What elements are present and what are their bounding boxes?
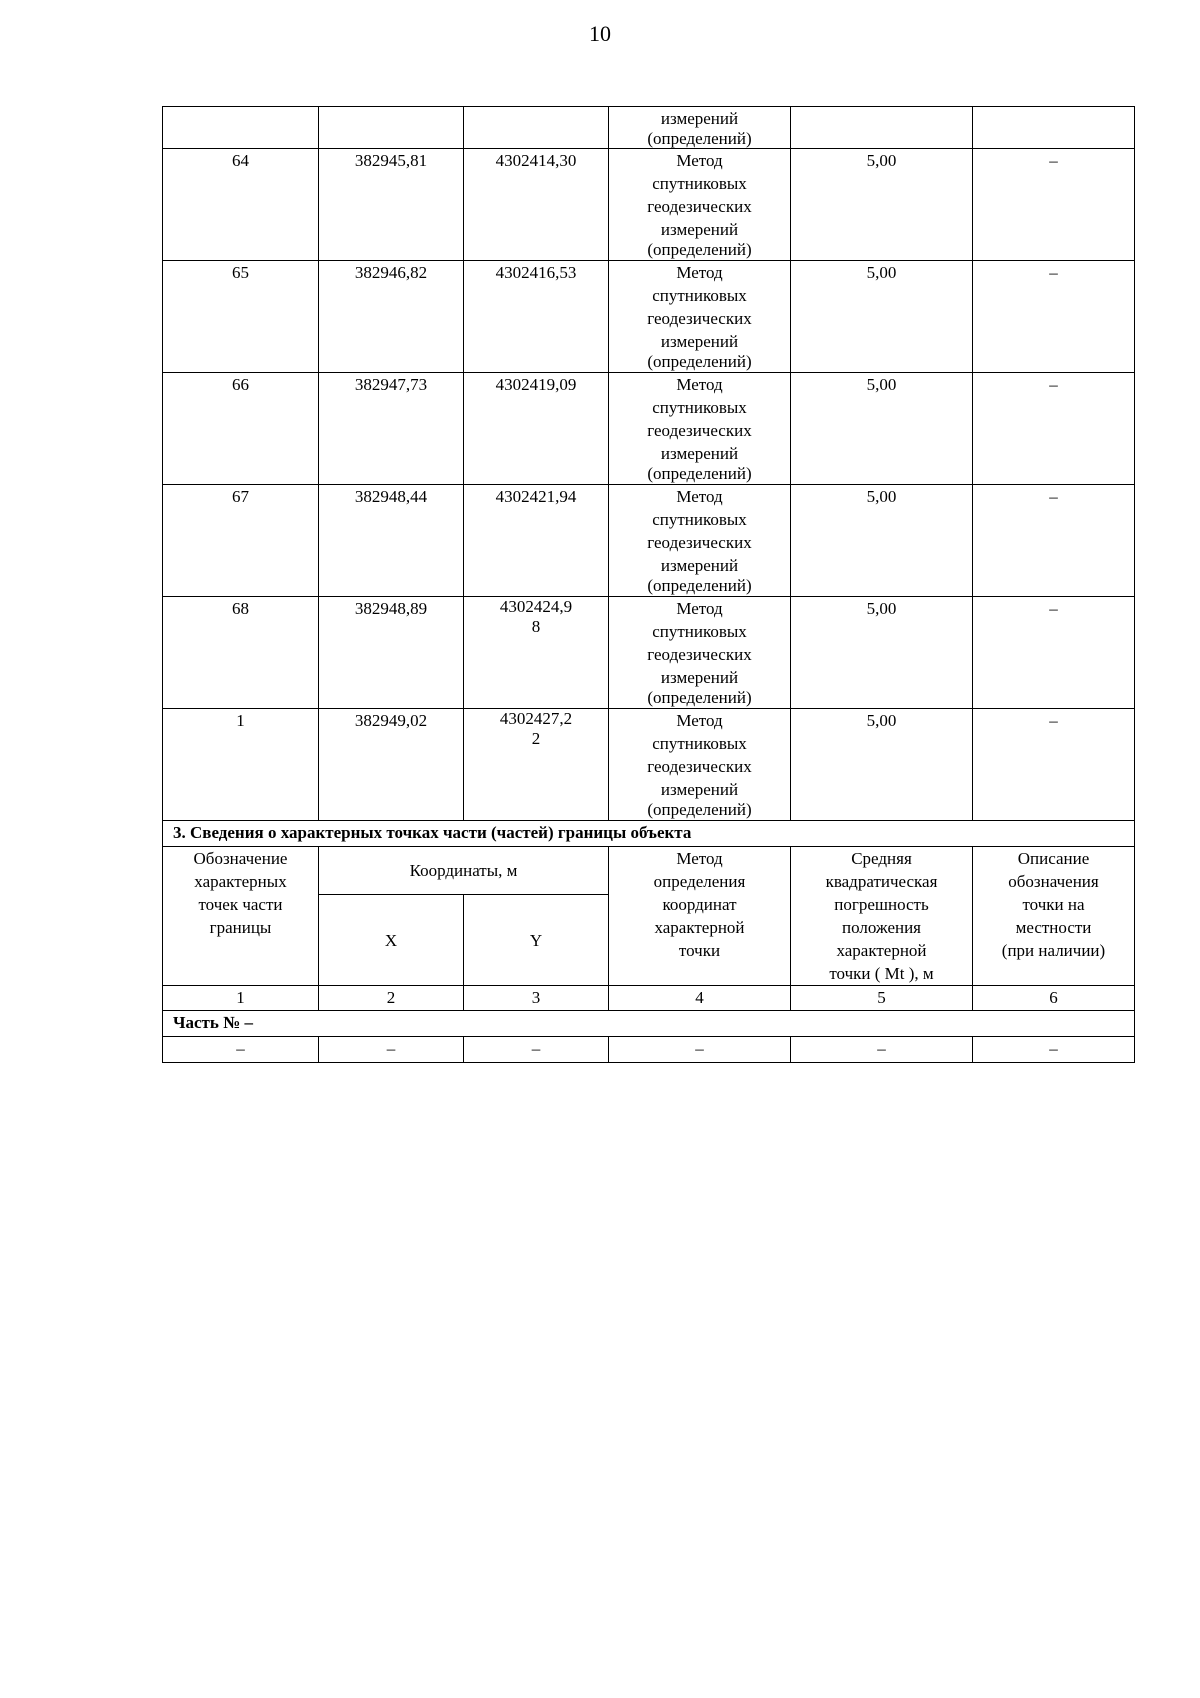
- section-title-row: [163, 821, 1135, 847]
- header-y: Y: [464, 895, 609, 986]
- method-line: (определений): [647, 576, 752, 595]
- cell-x: 382947,73: [319, 373, 464, 485]
- header-accuracy: [791, 847, 973, 986]
- cell-accuracy: 5,00: [791, 373, 973, 485]
- cell-point: [163, 107, 319, 149]
- header-line: квадратическая: [825, 872, 938, 891]
- header-line: Описание: [1017, 849, 1090, 868]
- cell-y: –: [464, 1037, 609, 1063]
- cell-accuracy: 5,00: [791, 261, 973, 373]
- table-row: [163, 261, 1135, 373]
- y-line: 4302427,2: [499, 709, 573, 728]
- cell-method: [609, 107, 791, 149]
- header-line: характерной: [654, 918, 745, 937]
- cell-point: 68: [163, 597, 319, 709]
- table-row: [163, 1037, 1135, 1063]
- column-number: 1: [163, 986, 319, 1011]
- table-row: [163, 597, 1135, 709]
- method-line: геодезических: [647, 309, 752, 328]
- part-label: Часть № –: [163, 1011, 1135, 1037]
- cell-description: –: [973, 1037, 1135, 1063]
- header-line: определения: [653, 872, 746, 891]
- cell-method: [609, 485, 791, 597]
- header-line: точки: [678, 941, 721, 960]
- method-line: измерений: [660, 220, 739, 239]
- table-row: [163, 149, 1135, 261]
- column-number: 4: [609, 986, 791, 1011]
- method-line: геодезических: [647, 533, 752, 552]
- method-line: геодезических: [647, 421, 752, 440]
- cell-y: 4302419,09: [464, 373, 609, 485]
- header-line: обозначения: [1008, 872, 1099, 891]
- method-line: геодезических: [647, 645, 752, 664]
- cell-x: –: [319, 1037, 464, 1063]
- cell-method: [609, 149, 791, 261]
- method-line: (определений): [647, 800, 752, 819]
- header-line: характерных: [194, 872, 287, 891]
- column-number: 2: [319, 986, 464, 1011]
- y-line: 8: [531, 617, 541, 636]
- cell-method: [609, 709, 791, 821]
- cell-accuracy: [791, 107, 973, 149]
- header-line: характерной: [836, 941, 927, 960]
- continuation-row: [163, 107, 1135, 149]
- method-line: Метод: [676, 151, 723, 170]
- header-line: точек части: [198, 895, 283, 914]
- cell-description: –: [973, 485, 1135, 597]
- table-row: [163, 485, 1135, 597]
- header-line: точки на: [1022, 895, 1085, 914]
- method-line: измерений: [660, 332, 739, 351]
- cell-x: 382946,82: [319, 261, 464, 373]
- method-line: спутниковых: [652, 734, 747, 753]
- method-line: геодезических: [647, 197, 752, 216]
- cell-point: 65: [163, 261, 319, 373]
- header-line: Средняя: [851, 849, 912, 868]
- header-line: положения: [841, 918, 921, 937]
- cell-x: 382945,81: [319, 149, 464, 261]
- y-line: 2: [531, 729, 541, 748]
- column-numbers-row: [163, 986, 1135, 1011]
- header-description: [973, 847, 1135, 986]
- header-point: [163, 847, 319, 986]
- cell-accuracy: 5,00: [791, 709, 973, 821]
- cell-description: –: [973, 709, 1135, 821]
- method-line: измерений: [660, 444, 739, 463]
- cell-point: 1: [163, 709, 319, 821]
- cell-x: [319, 107, 464, 149]
- cell-method: [609, 261, 791, 373]
- method-line: (определений): [647, 352, 752, 371]
- header-line: (при наличии): [1001, 941, 1106, 960]
- method-line: Метод: [676, 263, 723, 282]
- part-row: [163, 1011, 1135, 1037]
- cell-method: [609, 597, 791, 709]
- cell-point: 67: [163, 485, 319, 597]
- header-line: Метод: [676, 849, 723, 868]
- method-line: измерений: [660, 109, 739, 128]
- method-line: Метод: [676, 711, 723, 730]
- cell-description: –: [973, 261, 1135, 373]
- method-line: спутниковых: [652, 174, 747, 193]
- header-method: [609, 847, 791, 986]
- method-line: измерений: [660, 556, 739, 575]
- method-line: измерений: [660, 780, 739, 799]
- coordinates-table: [162, 106, 1135, 1063]
- method-line: (определений): [647, 688, 752, 707]
- method-line: (определений): [647, 464, 752, 483]
- cell-point: 64: [163, 149, 319, 261]
- cell-description: –: [973, 149, 1135, 261]
- cell-x: 382948,89: [319, 597, 464, 709]
- cell-point: 66: [163, 373, 319, 485]
- method-line: (определений): [647, 240, 752, 259]
- method-line: спутниковых: [652, 286, 747, 305]
- table-row: [163, 373, 1135, 485]
- cell-description: –: [973, 597, 1135, 709]
- column-number: 3: [464, 986, 609, 1011]
- method-line: геодезических: [647, 757, 752, 776]
- cell-y: 4302421,94: [464, 485, 609, 597]
- method-line: спутниковых: [652, 510, 747, 529]
- cell-accuracy: –: [791, 1037, 973, 1063]
- header-line: точки ( Mt ), м: [829, 964, 934, 983]
- method-line: спутниковых: [652, 622, 747, 641]
- method-line: Метод: [676, 599, 723, 618]
- column-number: 6: [973, 986, 1135, 1011]
- cell-description: [973, 107, 1135, 149]
- table-row: [163, 709, 1135, 821]
- method-line: спутниковых: [652, 398, 747, 417]
- cell-point: –: [163, 1037, 319, 1063]
- cell-accuracy: 5,00: [791, 149, 973, 261]
- cell-y: [464, 597, 609, 709]
- page-number: 10: [589, 21, 611, 46]
- cell-method: –: [609, 1037, 791, 1063]
- section-title: 3. Сведения о характерных точках части (частей) границы объекта: [163, 821, 1135, 847]
- header-line: координат: [662, 895, 737, 914]
- cell-y: 4302414,30: [464, 149, 609, 261]
- header-x: X: [319, 895, 464, 986]
- cell-accuracy: 5,00: [791, 485, 973, 597]
- cell-y: 4302416,53: [464, 261, 609, 373]
- cell-y: [464, 709, 609, 821]
- cell-description: –: [973, 373, 1135, 485]
- method-line: Метод: [676, 375, 723, 394]
- header-line: местности: [1015, 918, 1092, 937]
- cell-y: [464, 107, 609, 149]
- header-coordinates: Координаты, м: [319, 847, 609, 895]
- method-line: (определений): [647, 129, 752, 148]
- cell-x: 382949,02: [319, 709, 464, 821]
- method-line: измерений: [660, 668, 739, 687]
- y-line: 4302424,9: [499, 597, 573, 616]
- header-line: погрешность: [834, 895, 929, 914]
- cell-accuracy: 5,00: [791, 597, 973, 709]
- header-line: Обозначение: [193, 849, 288, 868]
- header-row: [163, 847, 1135, 895]
- header-line: границы: [209, 918, 272, 937]
- column-number: 5: [791, 986, 973, 1011]
- method-line: Метод: [676, 487, 723, 506]
- cell-x: 382948,44: [319, 485, 464, 597]
- cell-method: [609, 373, 791, 485]
